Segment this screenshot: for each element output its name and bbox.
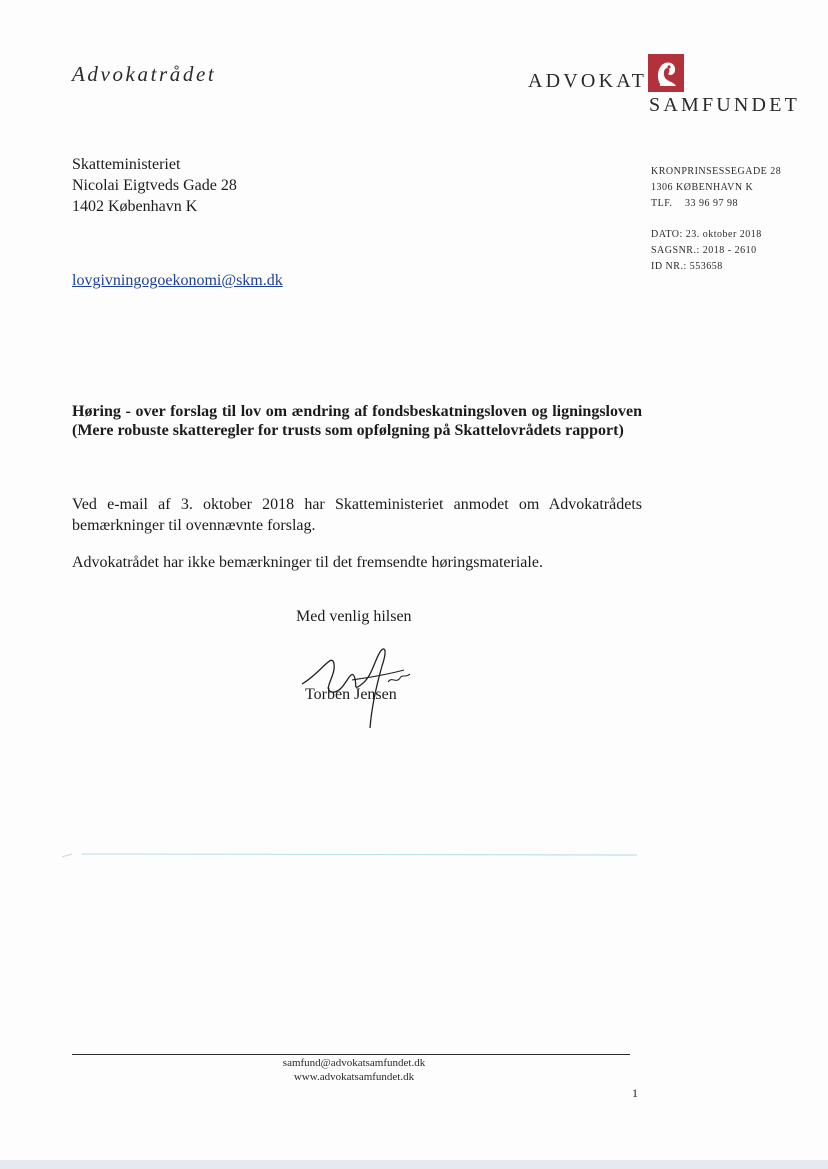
letter-date: DATO: 23. oktober 2018 — [651, 229, 762, 240]
sender-address-street: KRONPRINSESSEGADE 28 — [651, 166, 782, 177]
signer-name: Torben Jensen — [305, 686, 397, 703]
body-paragraph-2: Advokatrådet har ikke bemærkninger til det fremsendte høringsmateriale. — [72, 554, 543, 571]
case-number: SAGSNR.: 2018 - 2610 — [651, 245, 757, 256]
footer-website: www.advokatsamfundet.dk — [293, 1071, 415, 1083]
recipient-name: Skatteministeriet — [72, 156, 181, 173]
scan-artifact-line — [62, 852, 642, 858]
sender-phone — [651, 196, 781, 212]
recipient-email-link[interactable]: lovgivningogoekonomi@skm.dk — [72, 272, 283, 289]
closing-greeting: Med venlig hilsen — [296, 608, 412, 625]
recipient-street: Nicolai Eigtveds Gade 28 — [72, 177, 237, 194]
phone-value: 33 96 97 98 — [685, 198, 738, 209]
org-name: Advokatrådet — [72, 62, 217, 86]
footer-email: samfund@advokatsamfundet.dk — [282, 1057, 426, 1069]
footer-divider — [72, 1054, 630, 1055]
letter-subject: Høring - over forslag til lov om ændring af fondsbeskatningsloven og ligningsloven (Mere robuste skatteregler for trusts som opfølgning på Skattelovrådets rapport) — [72, 403, 642, 439]
handwritten-signature — [292, 632, 422, 732]
recipient-address — [72, 154, 237, 217]
scan-edge — [0, 1160, 828, 1169]
recipient-city: 1402 København K — [72, 198, 198, 215]
page-number: 1 — [632, 1086, 638, 1100]
id-number: ID NR.: 553658 — [651, 261, 723, 272]
body-paragraph-1: Ved e-mail af 3. oktober 2018 har Skatteministeriet anmodet om Advokatrådets bemærkninger til ovennævnte forslag. — [72, 496, 642, 534]
logo-text-samfundet: SAMFUNDET — [649, 94, 801, 116]
logo-text-advokat: ADVOKAT — [528, 70, 648, 92]
phone-label: TLF. — [651, 198, 673, 209]
sender-address-city: 1306 KØBENHAVN K — [651, 182, 754, 193]
sender-info — [651, 164, 781, 275]
advokatsamfundet-logo-icon — [648, 54, 684, 92]
